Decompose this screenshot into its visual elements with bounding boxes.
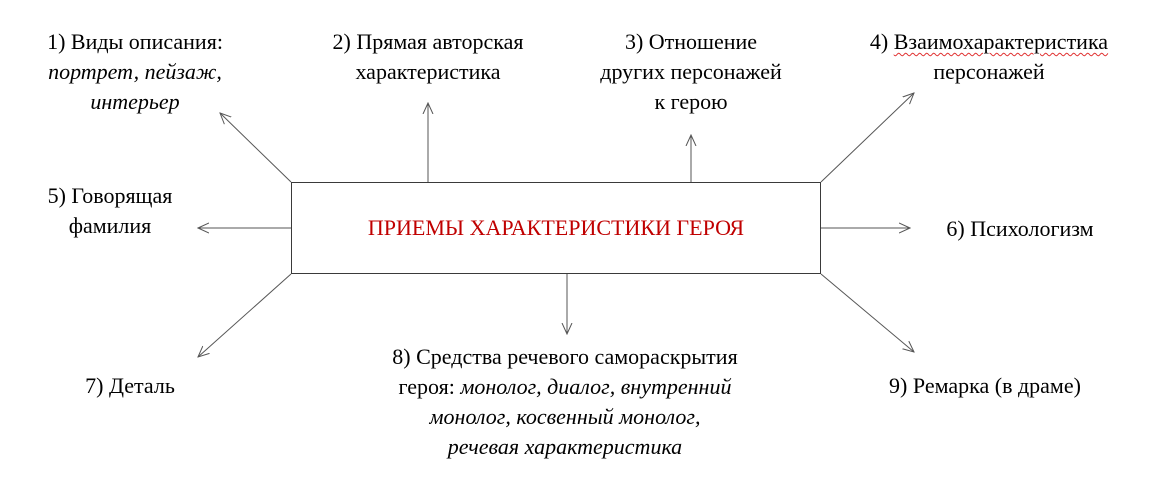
node-3-line-3: к герою [654, 89, 728, 114]
node-9-line-1: 9) Ремарка (в драме) [889, 373, 1081, 398]
node-4-line-2: персонажей [933, 59, 1045, 84]
node-9 [860, 371, 1110, 401]
node-3 [572, 27, 810, 117]
central-box [291, 182, 821, 274]
arrow-to-node-4 [821, 93, 914, 182]
node-8-line-1: 8) Средства речевого самораскрытия [392, 344, 738, 369]
node-8-line-3: монолог, косвенный монолог, [429, 404, 701, 429]
arrow-to-node-1 [220, 113, 291, 182]
central-title: ПРИЕМЫ ХАРАКТЕРИСТИКИ ГЕРОЯ [367, 215, 745, 240]
node-2 [300, 27, 556, 87]
node-8 [315, 342, 815, 462]
node-2-line-1: 2) Прямая авторская [332, 29, 524, 54]
node-1-examples-1: портрет, пейзаж, [48, 59, 222, 84]
node-5-line-1: 5) Говорящая [47, 183, 173, 208]
node-4 [834, 27, 1144, 87]
node-1 [10, 27, 260, 117]
node-8-line-2-plain: героя: [398, 374, 461, 399]
node-7 [40, 371, 220, 401]
arrow-to-node-7 [198, 274, 291, 357]
arrow-to-node-9 [821, 274, 914, 352]
node-3-line-2: других персонажей [600, 59, 782, 84]
node-4-word: Взаимохарактеристика [893, 29, 1109, 54]
node-6-line-1: 6) Психологизм [946, 216, 1094, 241]
node-4-number: 4) [869, 29, 894, 54]
node-6 [910, 214, 1130, 244]
node-2-line-2: характеристика [355, 59, 501, 84]
node-8-line-2-italic: монолог, диалог, внутренний [460, 374, 732, 399]
node-1-examples-2: интерьер [90, 89, 180, 114]
node-5 [15, 181, 205, 241]
node-5-line-2: фамилия [68, 213, 152, 238]
node-8-line-4: речевая характеристика [447, 434, 683, 459]
node-3-line-1: 3) Отношение [624, 29, 758, 54]
node-7-line-1: 7) Деталь [85, 373, 175, 398]
node-1-title: 1) Виды описания: [47, 29, 223, 54]
